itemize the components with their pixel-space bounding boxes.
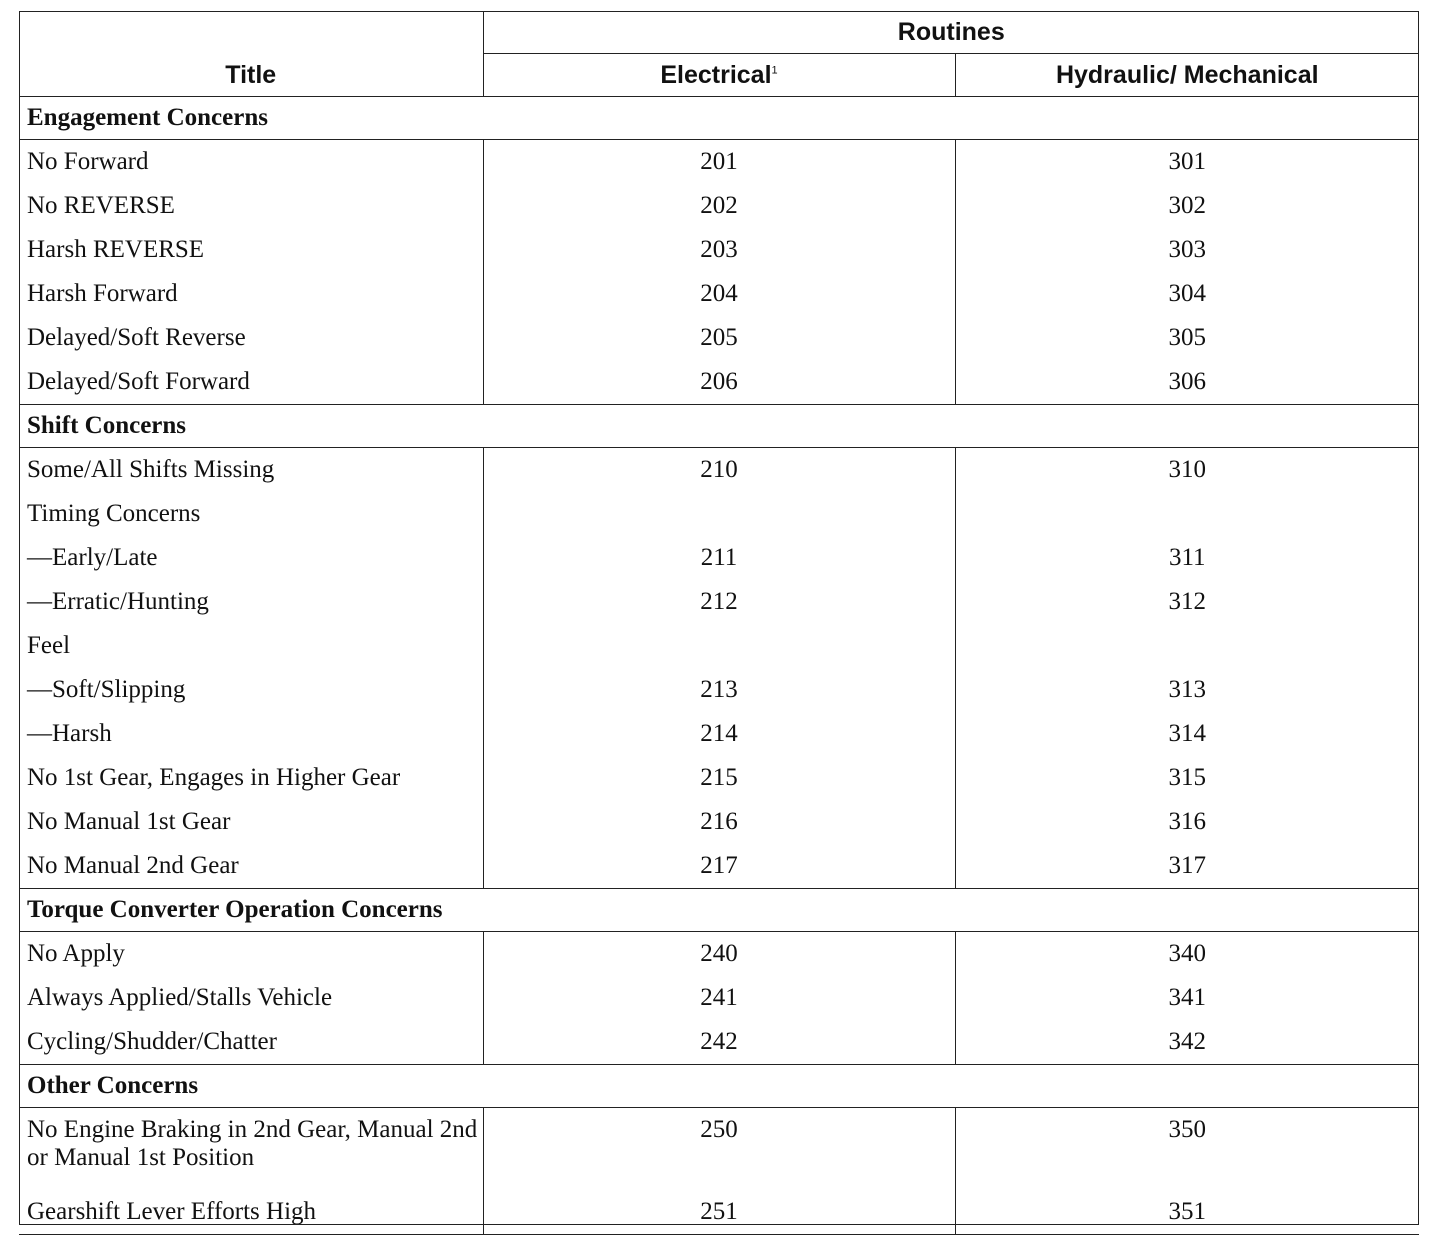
row-hydraulic-routine: 340 — [1168, 940, 1206, 967]
row-electrical-routine — [483, 624, 955, 668]
table-row — [19, 1020, 1419, 1065]
section-header-row — [19, 1065, 1419, 1108]
row-electrical-routine: 240 — [483, 932, 955, 977]
table-row — [19, 448, 1419, 493]
row-title: —Soft/Slipping — [19, 668, 483, 712]
row-title: No 1st Gear, Engages in Higher Gear — [19, 756, 483, 800]
diagnostic-routines-table — [19, 11, 1419, 1235]
row-electrical-routine: 211 — [483, 536, 955, 580]
section-header-row — [19, 97, 1419, 140]
row-hydraulic-routine: 314 — [1168, 720, 1206, 747]
table-row — [19, 492, 1419, 536]
table-row — [19, 140, 1419, 185]
diagnostic-routines-table-wrap — [19, 11, 1419, 1235]
row-title: —Early/Late — [19, 536, 483, 580]
row-hydraulic-routine: 351 — [955, 1190, 1419, 1235]
row-hydraulic-routine — [955, 624, 1419, 668]
table-row — [19, 844, 1419, 889]
row-title: Always Applied/Stalls Vehicle — [19, 976, 483, 1020]
header-title: Title — [19, 11, 483, 97]
section-title: Torque Converter Operation Concerns — [19, 889, 1419, 932]
row-hydraulic-routine: 341 — [1168, 984, 1206, 1011]
row-electrical-routine: 217 — [483, 844, 955, 889]
row-title: No Manual 2nd Gear — [19, 844, 483, 889]
row-title: Some/All Shifts Missing — [19, 448, 483, 493]
table-row — [19, 1108, 1419, 1191]
header-hydraulic: Hydraulic/ Mechanical — [955, 54, 1419, 97]
table-row — [19, 624, 1419, 668]
section-title: Shift Concerns — [19, 405, 1419, 448]
row-hydraulic-routine: 305 — [1168, 324, 1206, 351]
row-electrical-routine: 210 — [483, 448, 955, 493]
row-hydraulic-routine: 310 — [1168, 456, 1206, 483]
row-title: Delayed/Soft Forward — [19, 360, 483, 405]
row-hydraulic-routine: 316 — [1168, 808, 1206, 835]
row-hydraulic-routine: 313 — [1168, 676, 1206, 703]
row-hydraulic-routine: 306 — [955, 360, 1419, 405]
row-electrical-routine: 242 — [483, 1020, 955, 1065]
row-title: No Manual 1st Gear — [19, 800, 483, 844]
table-row — [19, 800, 1419, 844]
table-row — [19, 184, 1419, 228]
row-title: Cycling/Shudder/Chatter — [19, 1020, 483, 1065]
row-electrical-routine: 216 — [483, 800, 955, 844]
section-header-row — [19, 405, 1419, 448]
row-electrical-routine: 202 — [483, 184, 955, 228]
table-row — [19, 272, 1419, 316]
row-title: No REVERSE — [19, 184, 483, 228]
row-title: Delayed/Soft Reverse — [19, 316, 483, 360]
row-title: Feel — [19, 624, 483, 668]
table-row — [19, 932, 1419, 977]
table-row — [19, 976, 1419, 1020]
table-row — [19, 712, 1419, 756]
row-title: —Erratic/Hunting — [19, 580, 483, 624]
footnote-marker: 1 — [771, 64, 778, 77]
row-hydraulic-routine: 301 — [1168, 148, 1206, 175]
row-title: Gearshift Lever Efforts High — [19, 1190, 483, 1235]
row-title: Harsh REVERSE — [19, 228, 483, 272]
row-hydraulic-routine — [955, 492, 1419, 536]
table-row — [19, 360, 1419, 405]
row-electrical-routine — [483, 492, 955, 536]
row-hydraulic-routine: 302 — [1168, 192, 1206, 219]
row-hydraulic-routine: 303 — [1168, 236, 1206, 263]
row-electrical-routine: 212 — [483, 580, 955, 624]
table-row — [19, 228, 1419, 272]
row-electrical-routine: 206 — [483, 360, 955, 405]
table-row — [19, 580, 1419, 624]
row-hydraulic-routine: 317 — [955, 844, 1419, 889]
row-electrical-routine: 241 — [483, 976, 955, 1020]
row-title: Timing Concerns — [19, 492, 483, 536]
row-hydraulic-routine: 312 — [1168, 588, 1206, 615]
section-title: Engagement Concerns — [19, 97, 1419, 140]
row-electrical-routine: 203 — [483, 228, 955, 272]
row-electrical-routine: 213 — [483, 668, 955, 712]
section-title: Other Concerns — [19, 1065, 1419, 1108]
table-row — [19, 1190, 1419, 1235]
row-hydraulic-routine: 304 — [1168, 280, 1206, 307]
row-electrical-routine: 251 — [483, 1190, 955, 1235]
table-row — [19, 316, 1419, 360]
row-title: Harsh Forward — [19, 272, 483, 316]
table-row — [19, 668, 1419, 712]
row-electrical-routine: 205 — [483, 316, 955, 360]
row-title: —Harsh — [19, 712, 483, 756]
header-electrical — [483, 54, 955, 97]
row-title: No Forward — [19, 140, 483, 185]
header-electrical-label: Electrical — [660, 60, 772, 89]
row-electrical-routine: 201 — [483, 140, 955, 185]
row-electrical-routine: 215 — [483, 756, 955, 800]
table-row — [19, 536, 1419, 580]
row-hydraulic-routine: 350 — [1168, 1116, 1206, 1143]
row-title: No Apply — [19, 932, 483, 977]
row-electrical-routine: 214 — [483, 712, 955, 756]
row-hydraulic-routine: 315 — [1168, 764, 1206, 791]
row-hydraulic-routine: 342 — [955, 1020, 1419, 1065]
row-electrical-routine: 204 — [483, 272, 955, 316]
row-electrical-routine: 250 — [483, 1108, 955, 1191]
table-row — [19, 756, 1419, 800]
row-title: No Engine Braking in 2nd Gear, Manual 2nd or Manual 1st Position — [19, 1108, 483, 1191]
header-routines: Routines — [483, 11, 1419, 54]
table-body — [19, 97, 1419, 1235]
row-hydraulic-routine: 311 — [1168, 544, 1206, 571]
section-header-row — [19, 889, 1419, 932]
